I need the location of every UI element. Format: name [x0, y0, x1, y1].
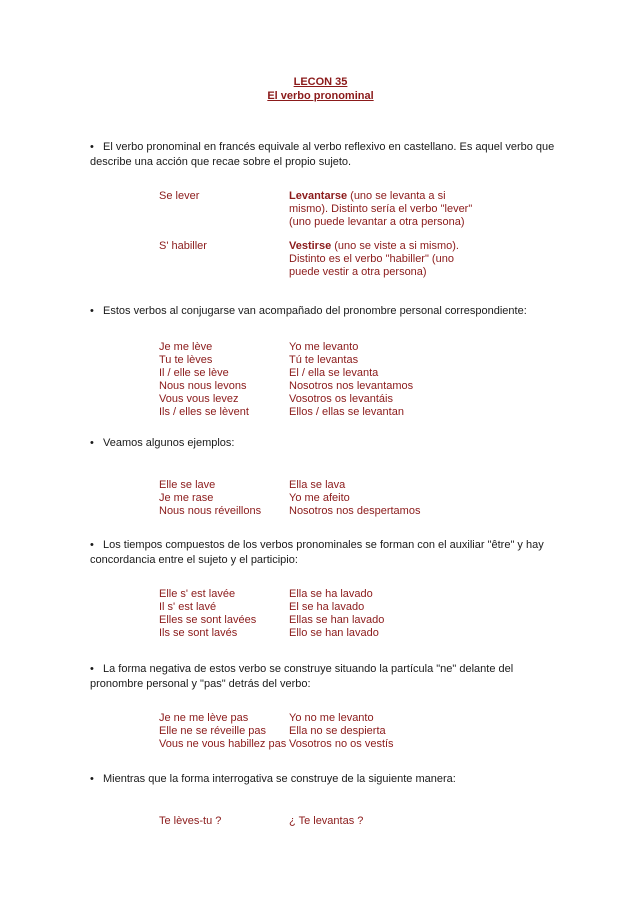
table-row [159, 393, 509, 406]
cell-es: Yo me afeito [289, 492, 350, 504]
cell-fr: Vous ne vous habillez pas [159, 738, 287, 750]
cell-fr: Je me rase [159, 492, 214, 504]
paragraph-negative [90, 662, 560, 692]
cell-fr: Elle ne se réveille pas [159, 725, 267, 737]
cell-fr: Je ne me lève pas [159, 712, 249, 724]
table-row [159, 712, 509, 725]
definition-es [289, 190, 479, 229]
paragraph-text: La forma negativa de estos verbo se construye situando la partícula "ne" delante del pronombre personal y "pas" detrás del verbo: [90, 663, 514, 690]
table-row [159, 601, 509, 614]
cell-es: Nosotros nos despertamos [289, 505, 421, 517]
definition-row [159, 240, 479, 279]
paragraph-text: El verbo pronominal en francés equivale al verbo reflexivo en castellano. Es aquel verbo que describe una acción que recae sobre el propio sujeto. [90, 141, 555, 168]
cell-fr: Te lèves-tu ? [159, 815, 222, 827]
negative-table [159, 712, 509, 751]
paragraph-text: Veamos algunos ejemplos: [103, 437, 235, 449]
definition-es [289, 240, 479, 279]
cell-es: Nosotros nos levantamos [289, 380, 414, 392]
lesson-title [0, 75, 638, 103]
cell-fr: Je me lève [159, 341, 213, 353]
cell-fr: Elles se sont lavées [159, 614, 257, 626]
paragraph-intro [90, 140, 560, 170]
paragraph-examples [90, 436, 560, 451]
paragraph-compound [90, 538, 560, 568]
bullet-icon: • [90, 773, 94, 785]
cell-es: Ella se ha lavado [289, 588, 373, 600]
cell-fr: Vous vous levez [159, 393, 239, 405]
cell-fr: Elle s' est lavée [159, 588, 236, 600]
table-row [159, 815, 509, 828]
cell-fr: Ils / elles se lèvent [159, 406, 249, 418]
cell-es: Yo me levanto [289, 341, 359, 353]
table-row [159, 738, 509, 751]
cell-es: Ello se han lavado [289, 627, 379, 639]
cell-es: El / ella se levanta [289, 367, 379, 379]
cell-es: ¿ Te levantas ? [289, 815, 364, 827]
definition-fr: Se lever [159, 190, 200, 202]
cell-es: Vosotros no os vestís [289, 738, 394, 750]
compound-table [159, 588, 509, 640]
bullet-icon: • [90, 141, 94, 153]
table-row [159, 354, 509, 367]
cell-fr: Elle se lave [159, 479, 216, 491]
paragraph-text: Estos verbos al conjugarse van acompañado del pronombre personal correspondiente: [103, 305, 527, 317]
paragraph-interrogative [90, 772, 560, 787]
cell-fr: Ils se sont lavés [159, 627, 238, 639]
table-row [159, 588, 509, 601]
table-row [159, 505, 509, 518]
table-row [159, 341, 509, 354]
definition-es-rest: (uno se viste a si mismo). Distinto es el verbo "habiller" (uno puede vestir a otra persona) [289, 240, 459, 278]
cell-es: Ellos / ellas se levantan [289, 406, 404, 418]
cell-es: Vosotros os levantáis [289, 393, 393, 405]
conjugation-table [159, 341, 509, 419]
cell-es: Ella se lava [289, 479, 346, 491]
bullet-icon: • [90, 305, 94, 317]
cell-es: Ella no se despierta [289, 725, 386, 737]
interrogative-table [159, 815, 509, 828]
definition-fr: S' habiller [159, 240, 207, 252]
examples-table [159, 479, 509, 518]
definition-es-bold: Vestirse [289, 240, 332, 252]
table-row [159, 380, 509, 393]
table-row [159, 627, 509, 640]
cell-es: Yo no me levanto [289, 712, 374, 724]
table-row [159, 492, 509, 505]
cell-es: Tú te levantas [289, 354, 359, 366]
lesson-subtitle: El verbo pronominal [267, 90, 374, 102]
paragraph-conjugation [90, 304, 560, 319]
definition-es-bold: Levantarse [289, 190, 348, 202]
cell-fr: Nous nous réveillons [159, 505, 262, 517]
bullet-icon: • [90, 539, 94, 551]
cell-es: El se ha lavado [289, 601, 365, 613]
cell-fr: Il / elle se lève [159, 367, 229, 379]
cell-fr: Nous nous levons [159, 380, 247, 392]
bullet-icon: • [90, 663, 94, 675]
table-row [159, 614, 509, 627]
table-row [159, 479, 509, 492]
definition-es-rest: (uno se levanta a si mismo). Distinto sería el verbo "lever" (uno puede levantar a otra persona) [289, 190, 473, 228]
definition-row [159, 190, 479, 229]
cell-fr: Tu te lèves [159, 354, 213, 366]
cell-es: Ellas se han lavado [289, 614, 385, 626]
table-row [159, 725, 509, 738]
table-row [159, 406, 509, 419]
paragraph-text: Mientras que la forma interrogativa se construye de la siguiente manera: [103, 773, 456, 785]
paragraph-text: Los tiempos compuestos de los verbos pronominales se forman con el auxiliar "être" y hay concordancia entre el sujeto y el participio: [90, 539, 544, 566]
cell-fr: Il s' est lavé [159, 601, 217, 613]
table-row [159, 367, 509, 380]
bullet-icon: • [90, 437, 94, 449]
lesson-number: LECON 35 [293, 76, 348, 88]
